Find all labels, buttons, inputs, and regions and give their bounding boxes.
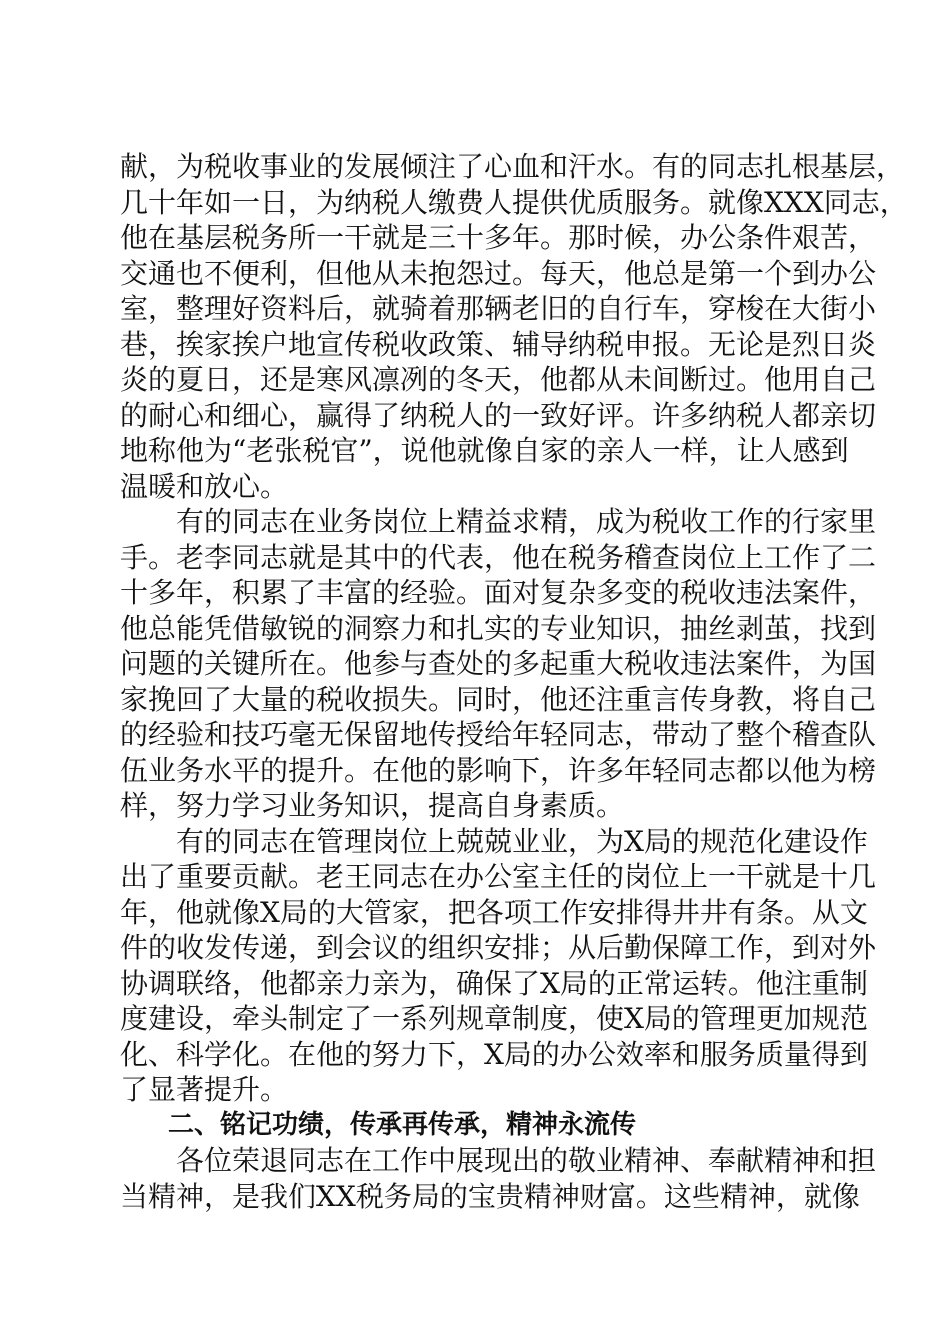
text-line: 有的同志在管理岗位上兢兢业业，为X局的规范化建设作 <box>176 824 868 858</box>
document-page <box>120 149 908 1214</box>
text-line: 件的收发传递，到会议的组织安排；从后勤保障工作，到对外 <box>120 931 877 964</box>
text-line: 的经验和技巧毫无保留地传授给年轻同志，带动了整个稽查队 <box>120 718 877 751</box>
text-line: 年，他就像X局的大管家，把各项工作安排得井井有条。从文 <box>120 895 868 929</box>
text-line: 伍业务水平的提升。在他的影响下，许多年轻同志都以他为榜 <box>120 753 877 787</box>
text-line: 几十年如一日，为纳税人缴费人提供优质服务。就像XXX同志， <box>120 185 908 219</box>
text-line: 出了重要贡献。老王同志在办公室主任的岗位上一干就是十几 <box>120 860 877 893</box>
text-line: 的耐心和细心，赢得了纳税人的一致好评。许多纳税人都亲切 <box>120 398 877 432</box>
text-line: 手。老李同志就是其中的代表，他在税务稽查岗位上工作了二 <box>120 540 877 574</box>
text-line: 献，为税收事业的发展倾注了心血和汗水。有的同志扎根基层， <box>120 150 905 183</box>
text-line: 度建设，牵头制定了一系列规章制度，使X局的管理更加规范 <box>120 1002 868 1035</box>
text-line: 温暖和放心。 <box>120 469 289 503</box>
text-line: 样，努力学习业务知识，提高自身素质。 <box>120 789 625 822</box>
paragraph-4 <box>120 1143 877 1214</box>
text-line: 化、科学化。在他的努力下，X局的办公效率和服务质量得到 <box>120 1037 868 1071</box>
text-line: 了显著提升。 <box>120 1073 289 1106</box>
text-line: 当精神，是我们XX税务局的宝贵精神财富。这些精神，就像 <box>120 1179 860 1213</box>
text-line: 协调联络，他都亲力亲为，确保了X局的正常运转。他注重制 <box>120 966 868 1000</box>
text-line: 他总能凭借敏锐的洞察力和扎实的专业知识，抽丝剥茧，找到 <box>120 611 877 645</box>
text-line: 巷，挨家挨户地宣传税收政策、辅导纳税申报。无论是烈日炎 <box>120 327 877 361</box>
text-line: 家挽回了大量的税收损失。同时，他还注重言传身教，将自己 <box>120 682 877 716</box>
paragraph-1 <box>120 149 908 504</box>
text-line: 各位荣退同志在工作中展现出的敬业精神、奉献精神和担 <box>176 1144 877 1177</box>
section-heading: 二、铭记功绩，传承再传承，精神永流传 <box>168 1109 637 1140</box>
text-line: 室，整理好资料后，就骑着那辆老旧的自行车，穿梭在大街小 <box>120 292 877 325</box>
text-line: 交通也不便利，但他从未抱怨过。每天，他总是第一个到办公 <box>120 256 877 290</box>
text-line: 他在基层税务所一干就是三十多年。那时候，办公条件艰苦， <box>120 221 877 254</box>
text-line: 炎的夏日，还是寒风凛冽的冬天，他都从未间断过。他用自己 <box>120 363 877 396</box>
text-line: 地称他为“老张税官”，说他就像自家的亲人一样，让人感到 <box>120 434 849 467</box>
text-line: 有的同志在业务岗位上精益求精，成为税收工作的行家里 <box>176 505 877 538</box>
paragraph-2 <box>120 504 877 824</box>
paragraph-3 <box>120 824 877 1108</box>
text-line: 十多年，积累了丰富的经验。面对复杂多变的税收违法案件， <box>120 576 877 609</box>
text-line: 问题的关键所在。他参与查处的多起重大税收违法案件，为国 <box>120 647 877 680</box>
